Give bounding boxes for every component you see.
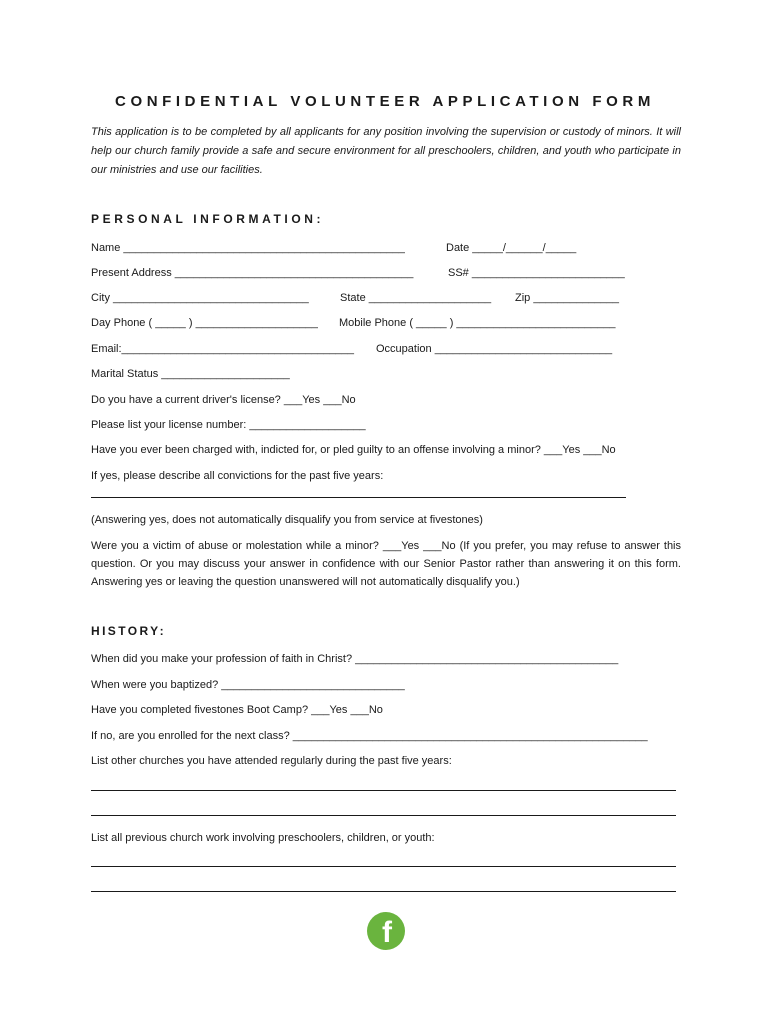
drivers-license-question[interactable]: Do you have a current driver's license? ___Yes ___No [91,394,356,406]
marital-status-field[interactable]: Marital Status _____________________ [91,368,290,380]
personal-information-heading: PERSONAL INFORMATION: [91,212,325,226]
disqualify-note: (Answering yes, does not automatically disqualify you from service at fivestones) [91,514,483,526]
other-churches-line-2[interactable] [91,815,676,816]
history-heading: HISTORY: [91,624,166,638]
convictions-prompt: If yes, please describe all convictions for the past five years: [91,470,384,482]
occupation-field[interactable]: Occupation _____________________________ [376,343,613,355]
faith-profession-field[interactable]: When did you make your profession of faith in Christ? ___________________________________________ [91,653,619,665]
charged-question[interactable]: Have you ever been charged with, indicted for, or pled guilty to an offense involving a minor? ___Yes ___No [91,444,616,456]
boot-camp-question[interactable]: Have you completed fivestones Boot Camp? ___Yes ___No [91,704,383,716]
zip-field[interactable]: Zip ______________ [515,292,619,304]
other-churches-prompt: List other churches you have attended regularly during the past five years: [91,755,452,767]
mobile-phone-field[interactable]: Mobile Phone ( _____ ) __________________________ [339,317,616,329]
name-field[interactable]: Name ______________________________________________ [91,242,405,254]
form-title: CONFIDENTIAL VOLUNTEER APPLICATION FORM [115,93,655,110]
email-field[interactable]: Email:______________________________________ [91,343,355,355]
victim-question[interactable]: Were you a victim of abuse or molestation while a minor? ___Yes ___No (If you prefer, you may refuse to answer this question. Or you may discuss your answer in confidence with our Senior Pastor rather than answering it on this form. Answering yes or leaving the question unanswered will not automatically disqualify you.) [91,540,681,588]
date-field[interactable]: Date _____/______/_____ [446,242,577,254]
state-field[interactable]: State ____________________ [340,292,492,304]
baptized-field[interactable]: When were you baptized? ______________________________ [91,679,405,691]
other-churches-line-1[interactable] [91,790,676,791]
fivestones-logo [366,911,406,951]
convictions-answer-line[interactable] [91,497,626,498]
church-work-prompt: List all previous church work involving preschoolers, children, or youth: [91,832,435,844]
logo-letter: f [382,916,392,949]
present-address-field[interactable]: Present Address _______________________________________ [91,267,414,279]
ss-field[interactable]: SS# _________________________ [448,267,625,279]
city-field[interactable]: City ________________________________ [91,292,309,304]
license-number-field[interactable]: Please list your license number: ___________________ [91,419,366,431]
church-work-line-1[interactable] [91,866,676,867]
intro-paragraph: This application is to be completed by all applicants for any position involving the supervision or custody of minors. It will help our church family provide a safe and secure environment for all preschoolers, children, and youth who participate in our ministries and use our facilities. [91,126,681,176]
next-class-field[interactable]: If no, are you enrolled for the next class? __________________________________________________________ [91,730,648,742]
church-work-line-2[interactable] [91,891,676,892]
day-phone-field[interactable]: Day Phone ( _____ ) ____________________ [91,317,318,329]
